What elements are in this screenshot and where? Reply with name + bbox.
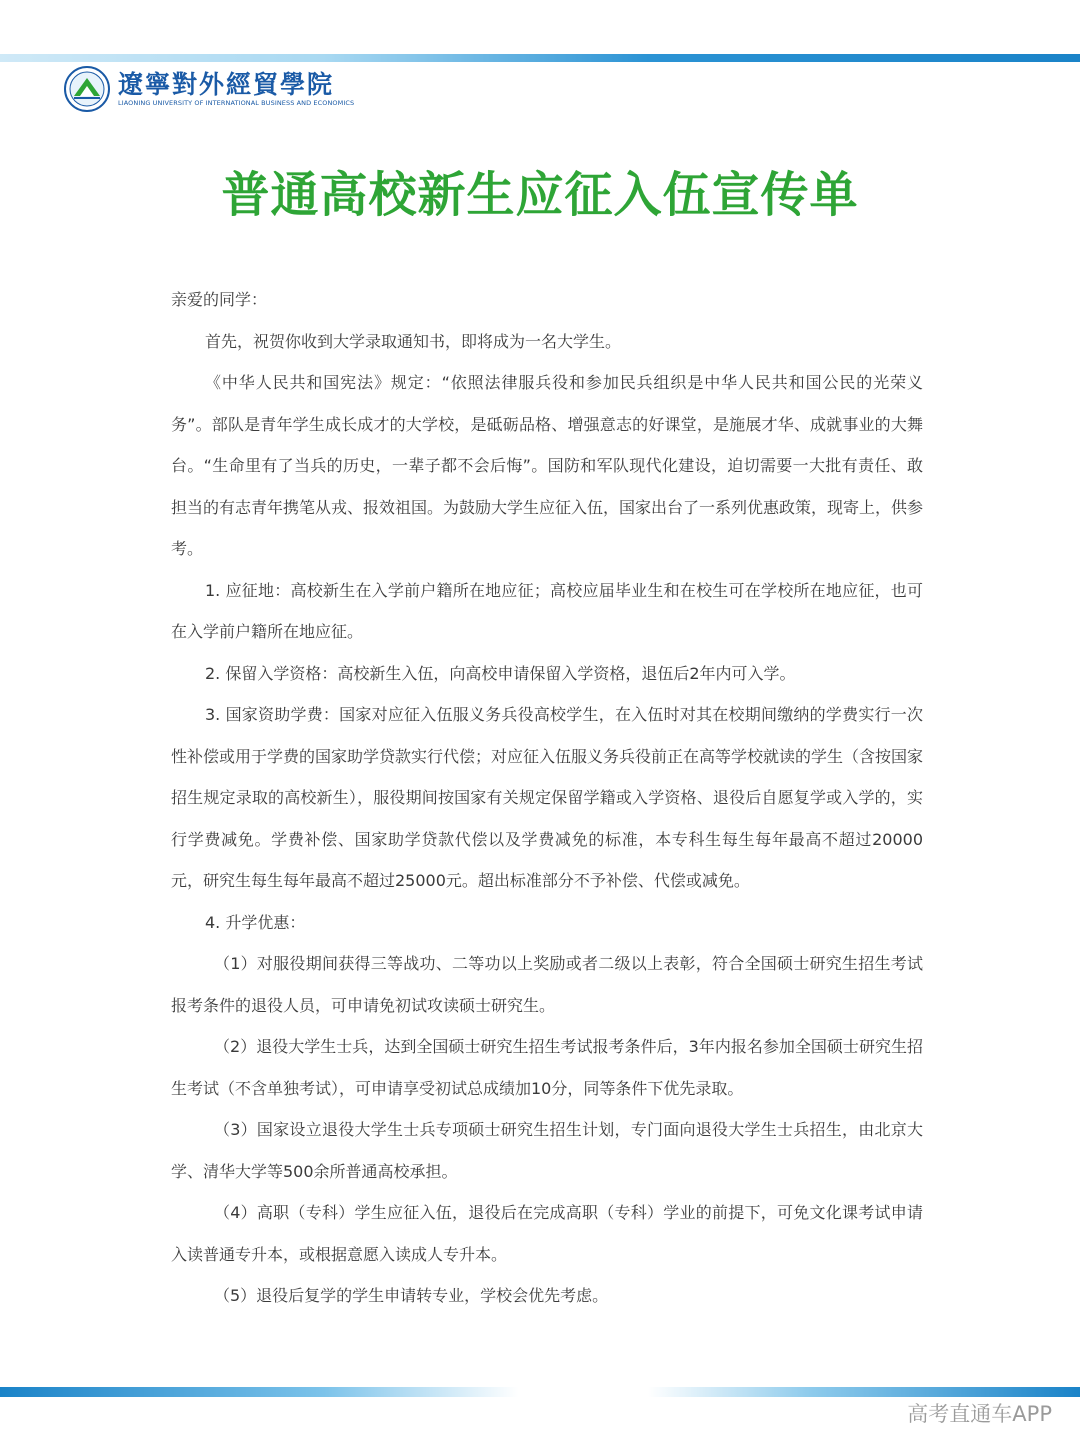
watermark: 高考直通车APP xyxy=(907,1402,1052,1426)
sub-item-5: （5）退役后复学的学生申请转专业，学校会优先考虑。 xyxy=(214,1286,609,1305)
school-name-en: LIAONING UNIVERSITY OF INTERNATIONAL BUSINESS AND ECONOMICS xyxy=(118,98,355,107)
bottom-stripe xyxy=(0,1387,1080,1397)
policy-item-4: 4. 升学优惠： xyxy=(205,912,306,932)
sub-item-4: （4）高职（专科）学生应征入伍，退役后在完成高职（专科）学业的前提下，可免文化课考试申请入读普通专升本，或根据意愿入读成人专升本。 xyxy=(171,1203,923,1264)
school-name-cn: 遼寧對外經貿學院 xyxy=(118,69,335,99)
policy-item-3: 3. 国家资助学费：国家对应征入伍服义务兵役高校学生，在入伍时对其在校期间缴纳的学费实行一次性补偿或用于学费的国家助学贷款实行代偿；对应征入伍服义务兵役前正在高等学校就读的学生（含按国家招生规定录取的高校新生），服役期间按国家有关规定保留学籍或入学资格、退役后自愿复学或入学的，实行学费减免。学费补偿、国家助学贷款代偿以及学费减免的标准，本专科生每生每年最高不超过20000元，研究生每生每年最高不超过25000元。超出标准部分不予补偿、代偿或减免。 xyxy=(171,705,924,890)
letter-body xyxy=(171,279,923,1317)
sub-item-2: （2）退役大学生士兵，达到全国硕士研究生招生考试报考条件后，3年内报名参加全国硕士研究生招生考试（不含单独考试），可申请享受初试总成绩加10分，同等条件下优先录取。 xyxy=(171,1037,923,1098)
policy-item-2: 2. 保留入学资格：高校新生入伍，向高校申请保留入学资格，退伍后2年内可入学。 xyxy=(205,663,796,683)
greeting: 亲爱的同学： xyxy=(171,290,268,309)
sub-item-1: （1）对服役期间获得三等战功、二等功以上奖励或者二级以上表彰，符合全国硕士研究生招生考试报考条件的退役人员，可申请免初试攻读硕士研究生。 xyxy=(171,954,923,1015)
sub-item-3: （3）国家设立退役大学生士兵专项硕士研究生招生计划，专门面向退役大学生士兵招生，由北京大学、清华大学等500余所普通高校承担。 xyxy=(171,1120,923,1181)
policy-item-1: 1. 应征地：高校新生在入学前户籍所在地应征；高校应届毕业生和在校生可在学校所在地应征，也可在入学前户籍所在地应征。 xyxy=(171,580,923,641)
page-title: 普通高校新生应征入伍宣传单 xyxy=(221,167,859,223)
school-logo xyxy=(64,66,354,112)
paragraph-congrats: 首先，祝贺你收到大学录取通知书，即将成为一名大学生。 xyxy=(205,331,622,351)
top-stripe xyxy=(0,54,1080,62)
paragraph-constitution: 《中华人民共和国宪法》规定：“依照法律服兵役和参加民兵组织是中华人民共和国公民的光荣义务”。部队是青年学生成长成才的大学校，是砥砺品格、增强意志的好课堂，是施展才华、成就事业的大舞台。“生命里有了当兵的历史，一辈子都不会后悔”。国防和军队现代化建设，迫切需要一大批有责任、敢担当的有志青年携笔从戎、报效祖国。为鼓励大学生应征入伍，国家出台了一系列优惠政策，现寄上，供参考。 xyxy=(171,373,924,558)
school-seal-icon xyxy=(64,66,110,112)
